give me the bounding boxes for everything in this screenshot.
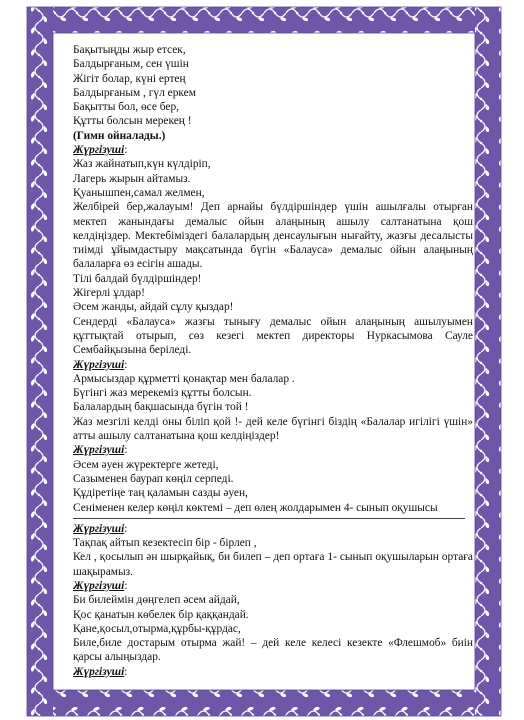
- song-line: Балдырғаным , гүл еркем: [73, 86, 196, 99]
- host-heading: Жүргізуші:: [73, 522, 128, 535]
- document-text: [73, 43, 473, 683]
- host-label: Жүргізуші: [73, 144, 125, 157]
- text-line: Сеніменен келер көңіл көктемі – деп өлең жолдарымен 4- сынып оқушысы: [73, 501, 438, 514]
- host-label: Жүргізуші: [73, 665, 125, 678]
- text-line: Әсем жанды, айдай сұлу қыздар!: [73, 301, 234, 314]
- text-line: Тілі балдай бүлдіршіндер!: [73, 272, 202, 285]
- text-line: Жігерлі ұлдар!: [73, 287, 145, 300]
- text-line: Жаз жайнатып,күн күлдіріп,: [73, 158, 211, 171]
- host-label: Жүргізуші: [73, 444, 125, 457]
- host-heading: Жүргізуші:: [73, 144, 128, 157]
- song-line: Бақытты бол, өсе бер,: [73, 101, 179, 114]
- host-heading: Жүргізуші:: [73, 358, 128, 371]
- text-line: Тақпақ айтып кезектесіп бір - бірлеп ,: [73, 537, 257, 550]
- song-line: Бақытыңды жыр етсек,: [73, 44, 186, 56]
- text-paragraph: Кел , қосылып ән шырқайық, би билеп – деп ортаға 1- сынып оқушыларын ортаға шақырамыз.: [73, 551, 473, 578]
- song-line: Құтты болсын мерекең !: [73, 115, 192, 128]
- section-divider: [73, 518, 465, 519]
- text-line: Қос қанатын көбелек бір қаққандай.: [73, 608, 249, 621]
- song-line: Жігіт болар, күні ертең: [73, 72, 186, 85]
- text-line: Сазыменен баурап көңіл серпеді.: [73, 472, 234, 485]
- text-line: Қуанышпен,самал желмен,: [73, 186, 205, 199]
- text-paragraph: Желбірей бер,жалауым! Деп арнайы бүлдіршіндер үшін ашылғалы отырған мектеп жанындағы демалыс ойын алаңының ашылу салтанатына қош келдіңіздер. Мектебіміздегі балалардың денсаулығын нығайту, жазғы десалысты тиімді ұйымдастыру мақсатында бүгін «Балауса» демалыс ойын алаңының балаларға өз есігін ашады.: [73, 201, 473, 271]
- text-line: Балалардың бақшасында бүгін той !: [73, 401, 249, 414]
- song-line: Балдырғаным, сен үшін: [73, 58, 189, 71]
- host-label: Жүргізуші: [73, 522, 125, 535]
- host-label: Жүргізуші: [73, 579, 125, 592]
- text-paragraph: Биле,биле достарым отырма жай! – дей келе келесі кезекте «Флешмоб» биін қарсы алыңыздар.: [73, 637, 473, 664]
- text-line: Би билеймін дөңгелеп әсем айдай,: [73, 594, 240, 607]
- text-line: Бүгінгі жаз мерекеміз құтты болсын.: [73, 387, 252, 400]
- text-line: Әсем әуен жүректерге жетеді,: [73, 458, 219, 471]
- text-line: Лагерь жырын айтамыз.: [73, 172, 191, 185]
- text-line: Қане,қосыл,отырма,құрбы-құрдас,: [73, 622, 241, 635]
- host-heading: Жүргізуші:: [73, 665, 128, 678]
- host-label: Жүргізуші: [73, 358, 125, 371]
- text-paragraph: Сендерді «Балауса» жазғы тынығу демалыс ойын алаңының ашылуымен құттықтай отырып, сөз кезегі мектеп директоры Нуркасымова Сауле Сембайқызына беріледі.: [73, 315, 473, 357]
- text-line: Құдіретіңе таң қаламын сазды әуен,: [73, 487, 248, 500]
- host-heading: Жүргізуші:: [73, 444, 128, 457]
- host-heading: Жүргізуші:: [73, 579, 128, 592]
- text-paragraph: Жаз мезгілі келді оны біліп қой !- дей келе бүгінгі біздің «Балалар игілігі үшін» атты ашылу салтанатына қош келдіңіздер!: [73, 415, 473, 443]
- text-line: Армысыздар құрметті қонақтар мен балалар .: [73, 372, 295, 385]
- anthem-note: (Гимн ойналады.): [73, 129, 166, 142]
